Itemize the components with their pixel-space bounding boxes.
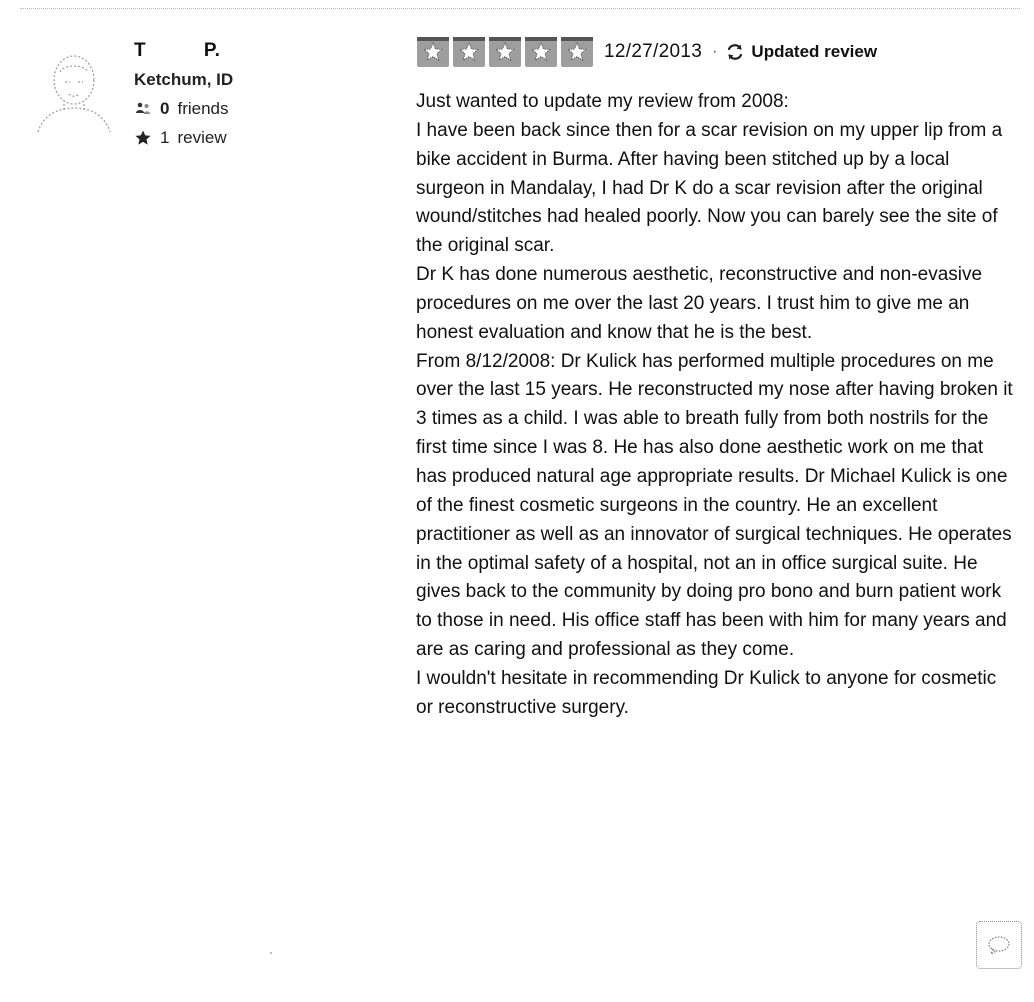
reviews-label: review	[177, 128, 227, 147]
rating-star	[452, 36, 486, 68]
separator: ·	[712, 43, 718, 60]
review-paragraph: Just wanted to update my review from 2008:	[416, 91, 789, 112]
star-icon	[524, 36, 558, 68]
avatar[interactable]	[34, 46, 114, 136]
updated-review-link[interactable]: Updated review	[751, 42, 878, 61]
user-location: Ketchum, ID	[134, 70, 234, 89]
star-icon	[560, 36, 594, 68]
review-paragraph: I have been back since then for a scar revision on my upper lip from a bike accident in Burma. After having been stitched up by a local surgeon in Mandalay, I had Dr K do a scar revision after the original wound/stitches had healed poorly. Now you can barely see the site of the original scar.	[416, 119, 1003, 257]
review-date: 12/27/2013	[604, 41, 703, 62]
review-paragraph: Dr K has done numerous aesthetic, reconstructive and non-evasive procedures on me over the last 20 years. I trust him to give me an honest evaluation and know that he is the best.	[416, 264, 983, 343]
review-paragraph: I wouldn't hesitate in recommending Dr Kulick to anyone for cosmetic or reconstructive surgery.	[416, 667, 997, 718]
rating-star	[416, 36, 450, 68]
rating-star	[524, 36, 558, 68]
rating-star	[560, 36, 594, 68]
review-text	[416, 88, 1016, 723]
reviews-stat	[134, 128, 227, 148]
chat-button[interactable]	[976, 921, 1022, 969]
star-rating	[416, 36, 594, 68]
user-name[interactable]: T P.	[134, 40, 221, 61]
avatar-placeholder-icon	[34, 46, 114, 136]
friends-label: friends	[177, 99, 229, 118]
rating-star	[488, 36, 522, 68]
star-icon	[416, 36, 450, 68]
review-star-icon	[134, 129, 152, 147]
review-paragraph: From 8/12/2008: Dr Kulick has performed multiple procedures on me over the last 15 years. He reconstructed my nose after having broken it 3 times as a child. I was able to breath fully from both nostrils for the first time since I was 8. He has also done aesthetic work on me that has produced natural age appropriate results. Dr Michael Kulick is one of the finest cosmetic surgeons in the country. He an excellent practitioner as well as an innovator of surgical techniques. He operates in the optimal safety of a hospital, not an in office surgical suite. He gives back to the community by doing pro bono and burn patient work to those in need. His office staff has been with him for many years and are as caring and professional as they come.	[416, 350, 1013, 661]
friends-count: 0	[160, 99, 170, 118]
chat-bubble-icon	[986, 934, 1012, 956]
refresh-icon	[725, 42, 745, 62]
review-header	[416, 34, 877, 70]
star-icon	[452, 36, 486, 68]
reviews-count: 1	[160, 128, 170, 147]
stray-mark	[270, 952, 272, 954]
friends-stat	[134, 99, 229, 119]
top-divider	[20, 8, 1020, 9]
friends-icon	[134, 100, 152, 118]
star-icon	[488, 36, 522, 68]
